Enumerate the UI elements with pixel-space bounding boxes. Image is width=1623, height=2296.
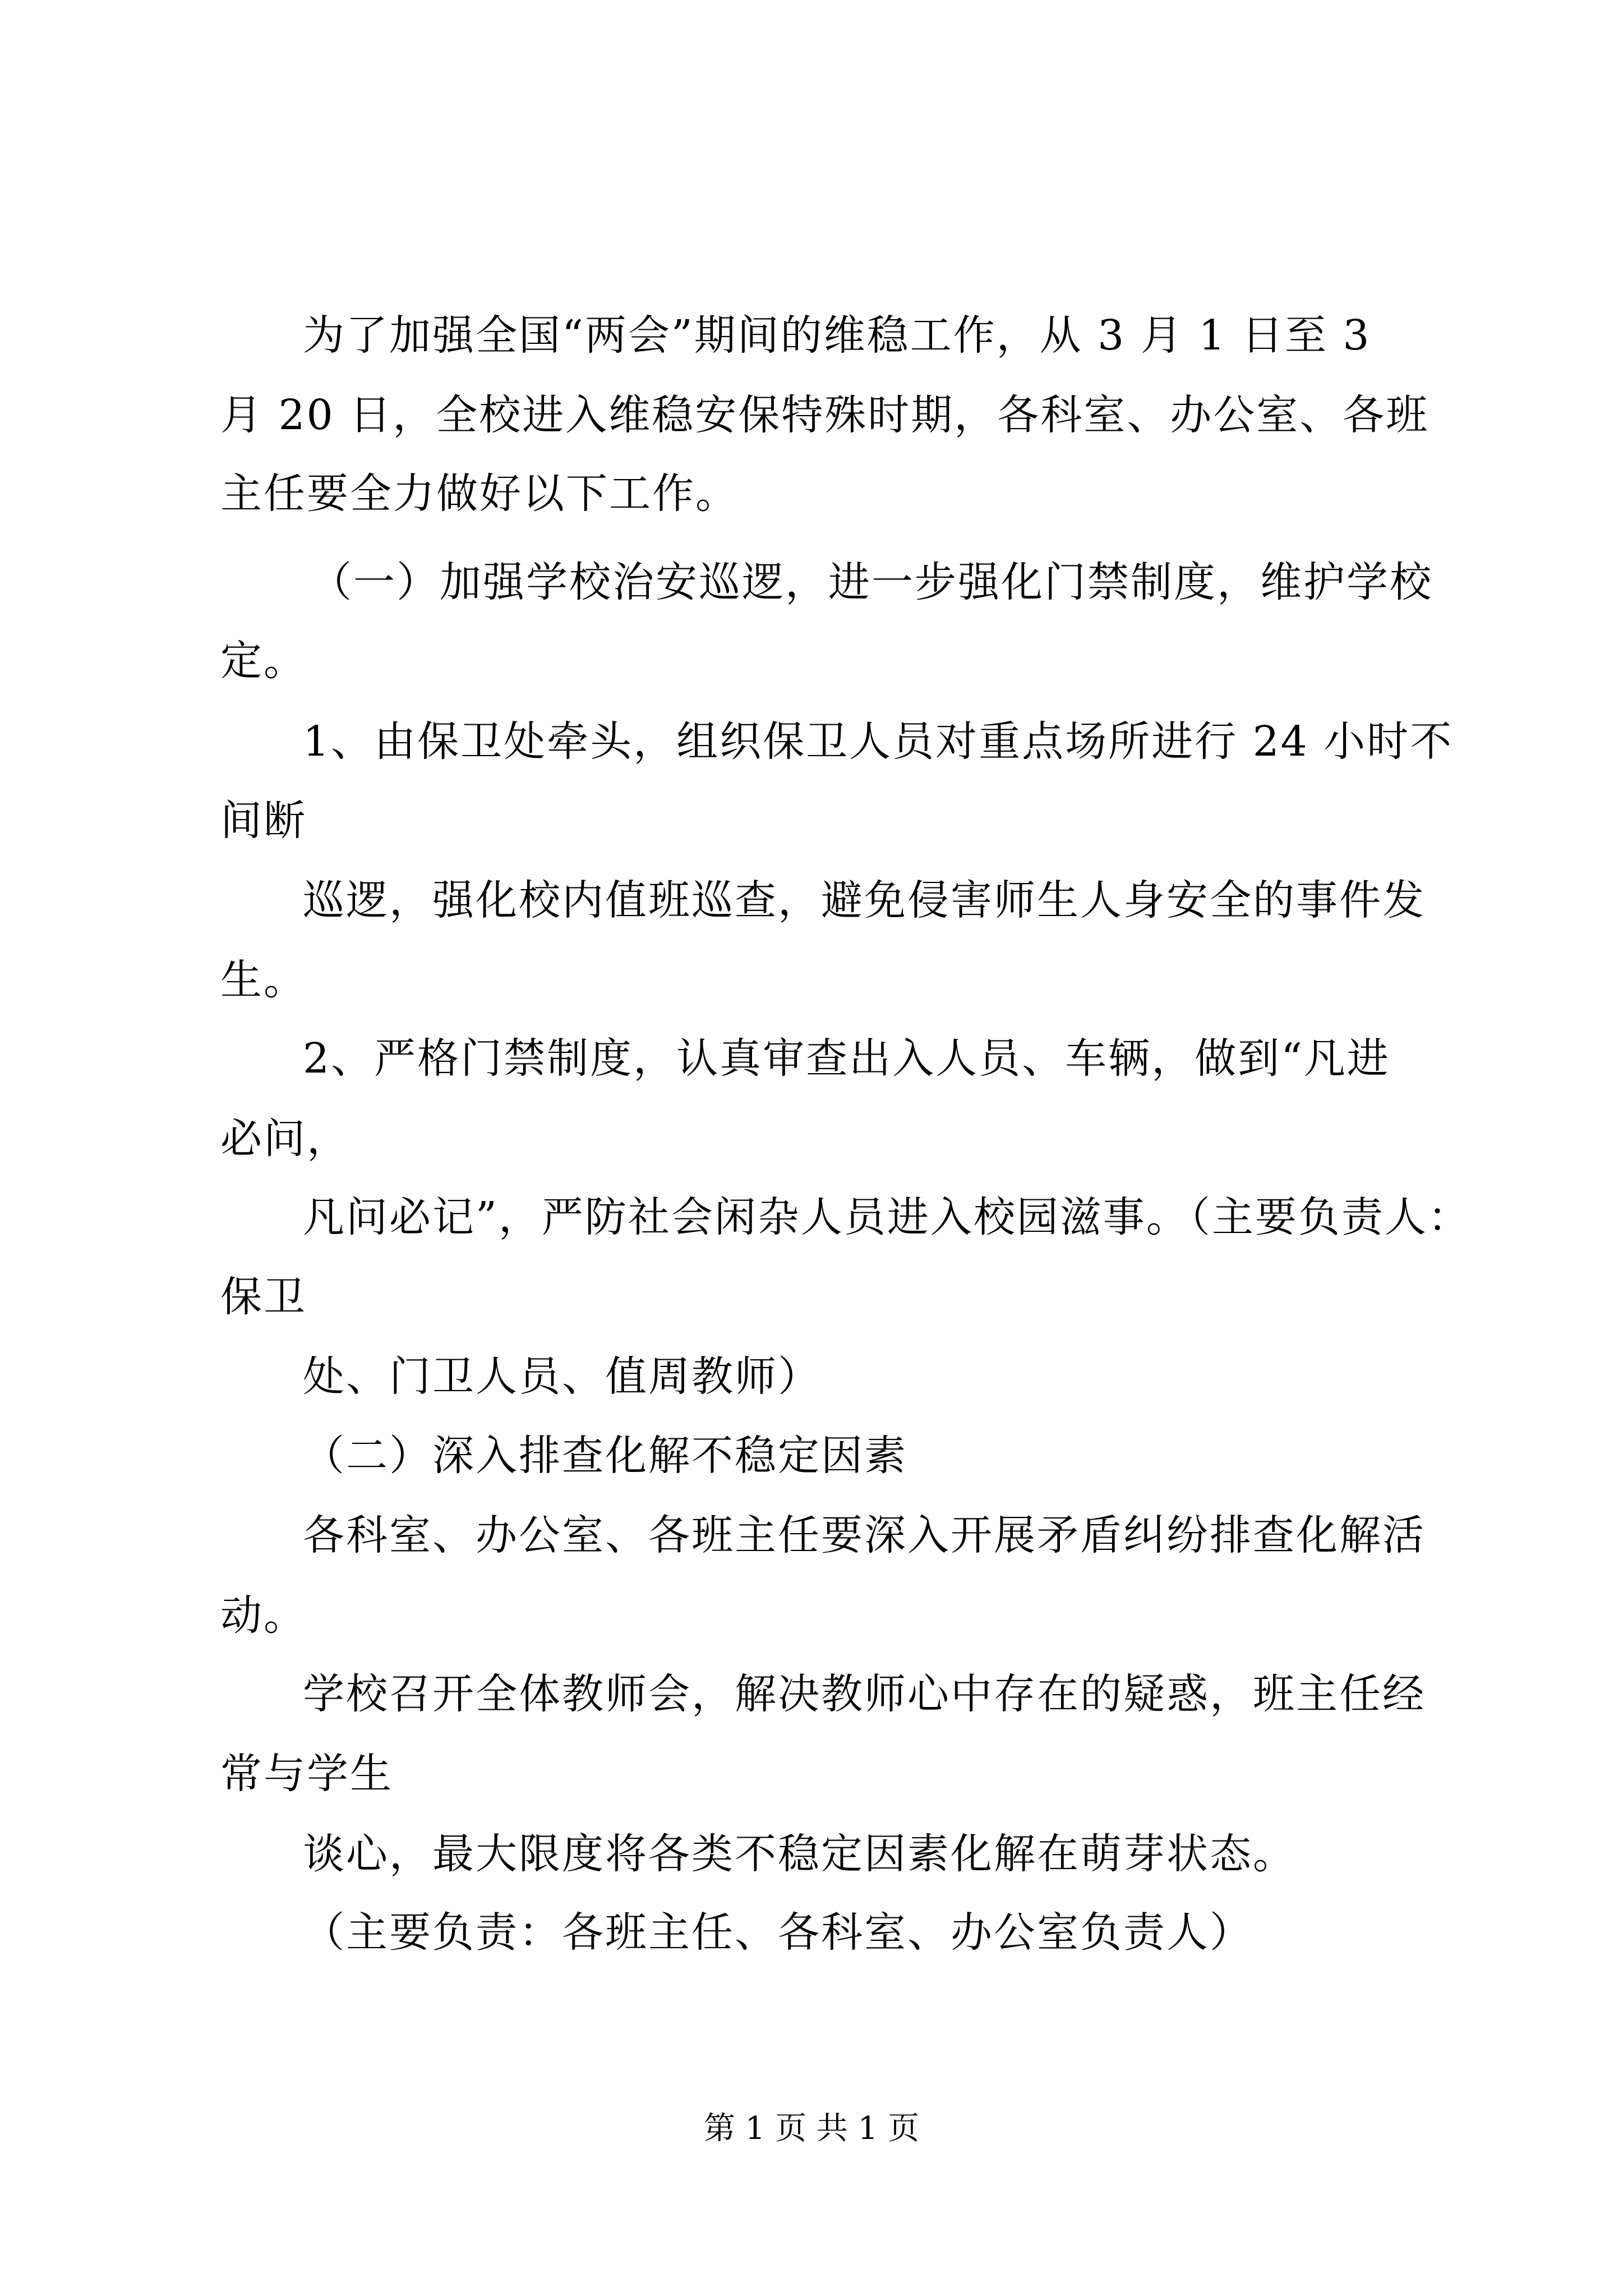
- paragraph-10-line-1: 学校召开全体教师会，解决教师心中存在的疑惑，班主任经: [303, 1670, 1426, 1718]
- paragraph-5-line-2: 必问，: [220, 1115, 350, 1163]
- paragraph-7-line-1: 处、门卫人员、值周教师）: [303, 1352, 821, 1401]
- paragraph-6-line-1: 凡问必记”，严防社会闲杂人员进入校园滋事。（主要负责人：: [303, 1193, 1471, 1241]
- paragraph-2-line-1: （一）加强学校治安巡逻，进一步强化门禁制度，维护学校: [310, 558, 1433, 606]
- paragraph-9-line-1: 各科室、办公室、各班主任要深入开展矛盾纠纷排查化解活: [303, 1511, 1426, 1559]
- paragraph-4-line-1: 巡逻，强化校内值班巡查，避免侵害师生人身安全的事件发: [303, 876, 1426, 924]
- paragraph-6-line-2: 保卫: [220, 1273, 307, 1321]
- page-footer: 第 1 页 共 1 页: [703, 2110, 920, 2147]
- paragraph-4-line-2: 生。: [220, 956, 307, 1004]
- paragraph-5-line-1: 2、严格门禁制度，认真审查出入人员、车辆，做到“凡进: [303, 1034, 1390, 1083]
- paragraph-3-line-1: 1、由保卫处牵头，组织保卫人员对重点场所进行 24 小时不: [303, 717, 1454, 766]
- paragraph-1-line-1: 为了加强全国“两会”期间的维稳工作，从 3 月 1 日至 3: [303, 311, 1371, 360]
- paragraph-3-line-2: 间断: [220, 797, 307, 845]
- paragraph-1-line-3: 主任要全力做好以下工作。: [220, 470, 739, 518]
- paragraph-8-line-1: （二）深入排查化解不稳定因素: [303, 1432, 907, 1480]
- paragraph-2-line-2: 定。: [220, 637, 307, 685]
- paragraph-1-line-2: 月 20 日，全校进入维稳安保特殊时期，各科室、办公室、各班: [220, 391, 1430, 439]
- paragraph-12-line-1: （主要负责：各班主任、各科室、办公室负责人）: [303, 1908, 1253, 1957]
- paragraph-11-line-1: 谈心，最大限度将各类不稳定因素化解在萌芽状态。: [303, 1830, 1296, 1878]
- paragraph-9-line-2: 动。: [220, 1591, 307, 1640]
- paragraph-10-line-2: 常与学生: [220, 1750, 393, 1798]
